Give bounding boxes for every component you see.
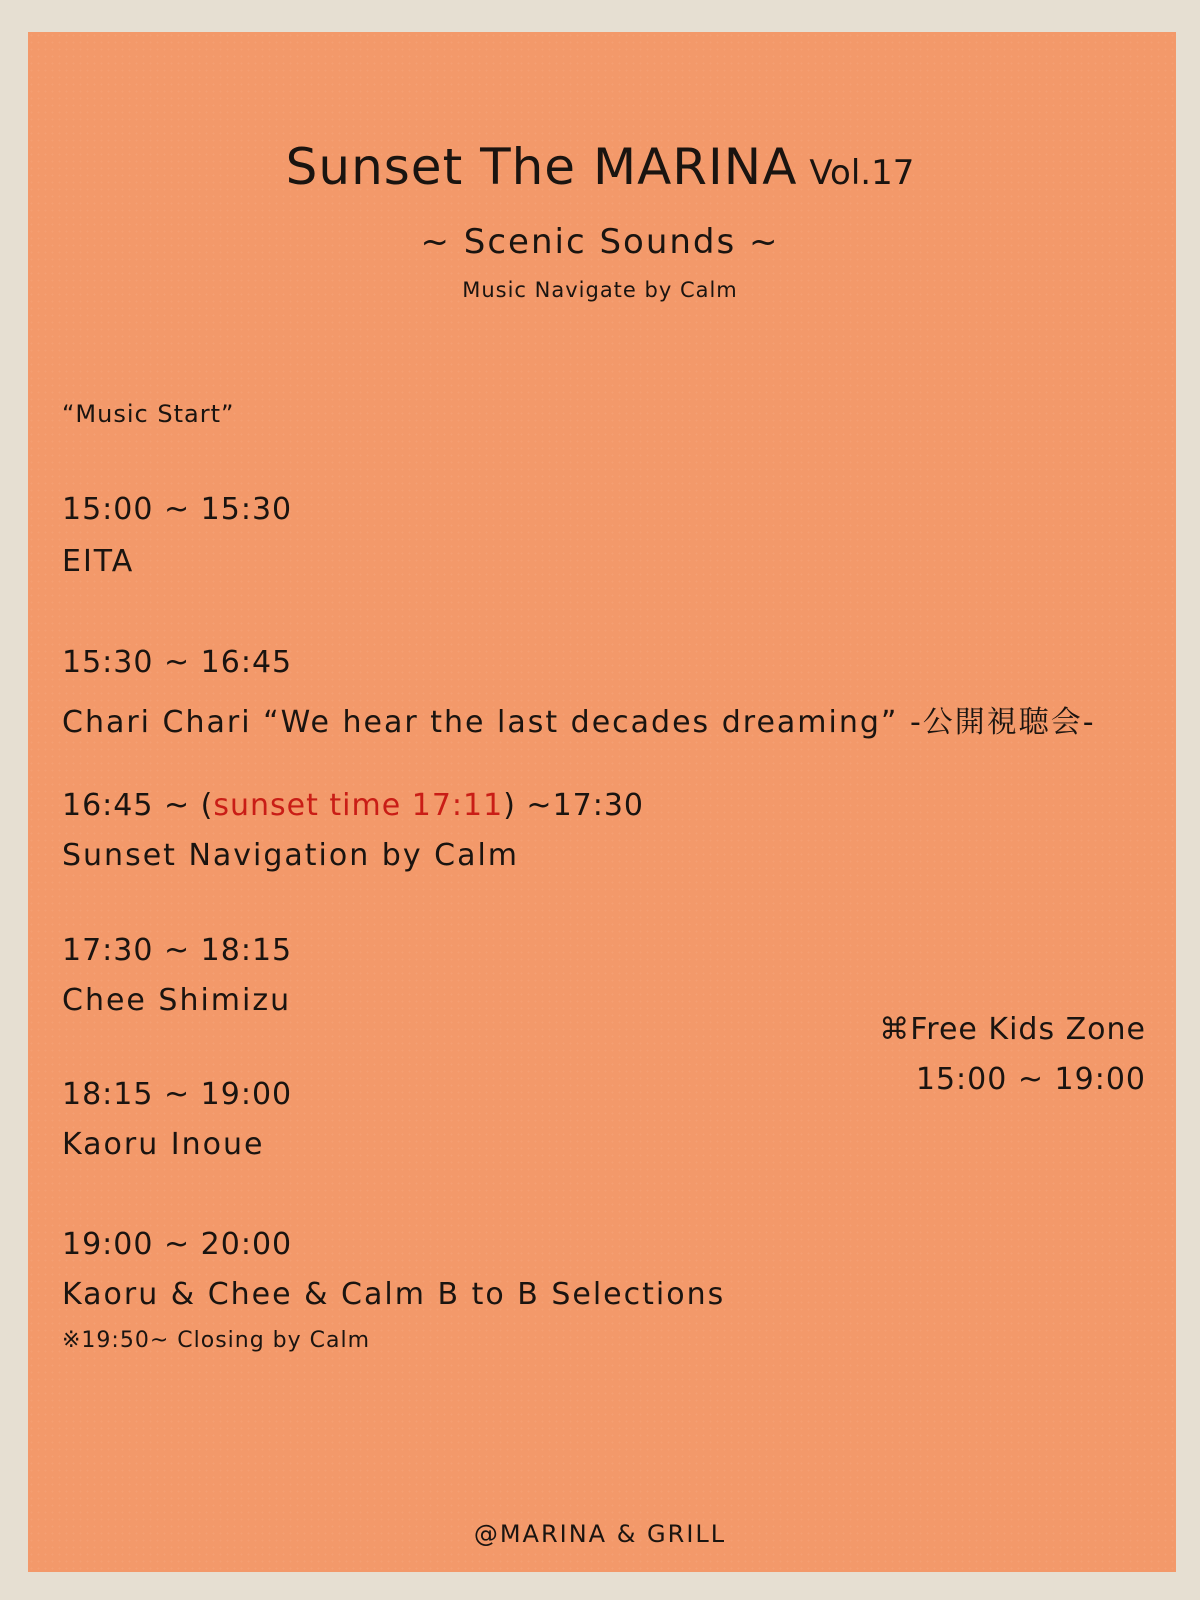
kids-zone-label: ⌘Free Kids Zone (879, 1012, 1146, 1047)
event-title-text: Sunset The MARINA (285, 138, 798, 196)
slot-time-start: 16:45 ~ ( (62, 788, 214, 823)
slot-act: Chee Shimizu (62, 983, 292, 1018)
closing-note: ※19:50~ Closing by Calm (62, 1328, 371, 1353)
kids-zone-time: 15:00 ~ 19:00 (915, 1062, 1146, 1097)
slot-time: 15:30 ~ 16:45 (62, 645, 293, 680)
slot-time (62, 788, 644, 823)
slot-act: Sunset Navigation by Calm (62, 838, 520, 873)
slot-time: 19:00 ~ 20:00 (62, 1227, 293, 1262)
sunset-time-note: sunset time 17:11 (213, 788, 504, 823)
slot-act: Chari Chari “We hear the last decades dreaming” -公開視聴会- (62, 705, 1096, 740)
event-volume: Vol.17 (809, 153, 915, 193)
slot-act: Kaoru & Chee & Calm B to B Selections (62, 1277, 726, 1312)
slot-time: 15:00 ~ 15:30 (62, 492, 293, 527)
music-navigator: Music Navigate by Calm (462, 278, 738, 302)
slot-act: Kaoru Inoue (62, 1127, 265, 1162)
venue-footer: @MARINA & GRILL (473, 1520, 727, 1548)
music-start-label: “Music Start” (62, 400, 235, 428)
slot-time: 17:30 ~ 18:15 (62, 933, 293, 968)
slot-act: EITA (62, 544, 135, 579)
slot-time-end: ) ~17:30 (503, 788, 645, 823)
slot-time: 18:15 ~ 19:00 (62, 1077, 293, 1112)
event-subtitle: ~ Scenic Sounds ~ (420, 222, 780, 262)
event-title (0, 138, 1200, 196)
